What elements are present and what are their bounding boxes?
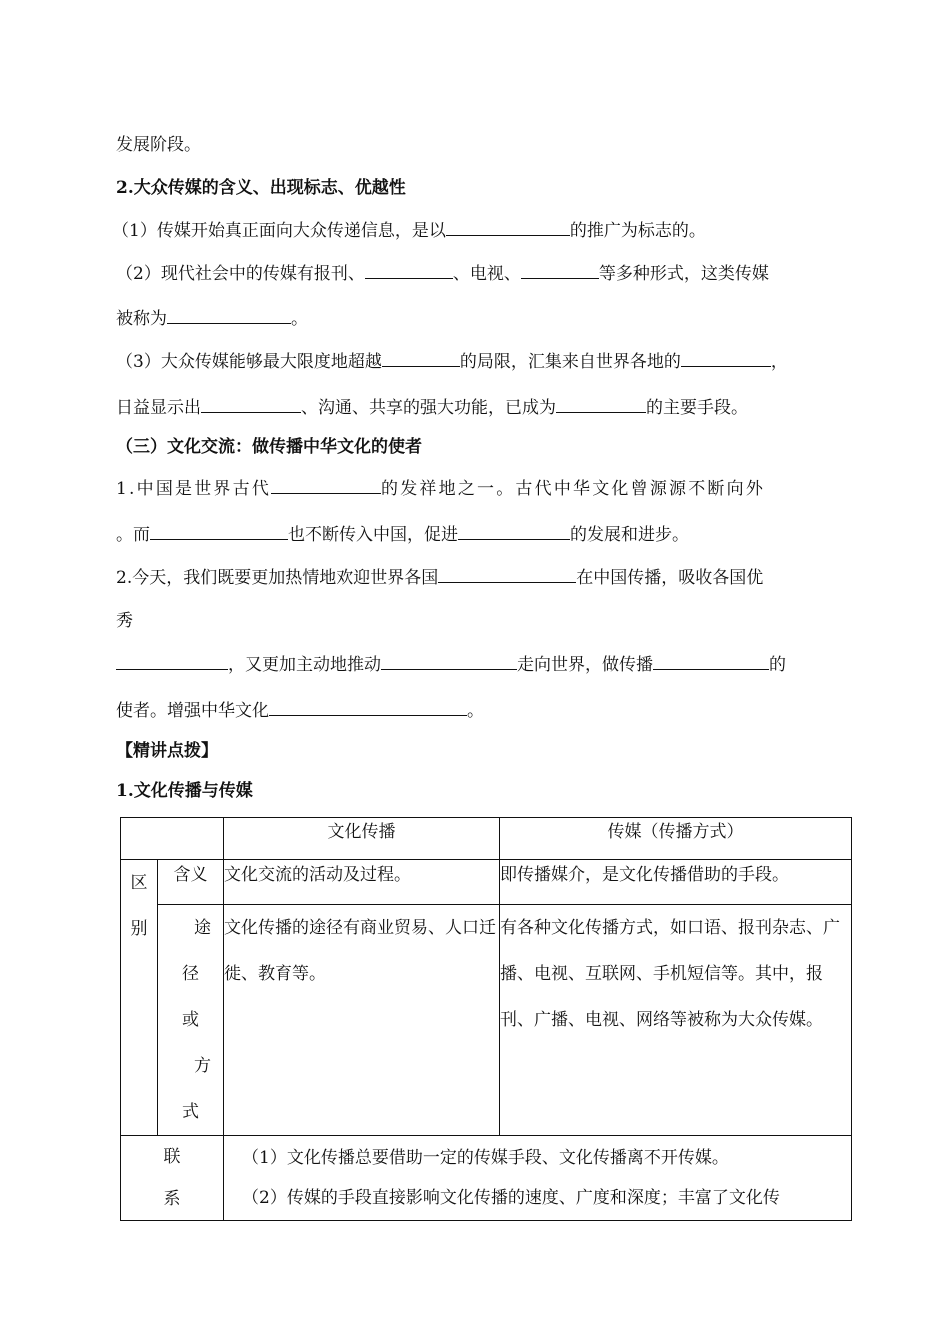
cell-meaning-culture: 文化交流的活动及过程。 xyxy=(224,860,500,905)
question-3-2-cont2: ，又更加主动地推动 走向世界，做传播 的 xyxy=(116,652,786,676)
section-title-mass-media: 2.大众传媒的含义、出现标志、优越性 xyxy=(116,178,406,198)
section-title-cultural-exchange: （三）文化交流：做传播中华文化的使者 xyxy=(116,437,422,457)
guide-subtitle: 1.文化传播与传媒 xyxy=(116,781,253,801)
question-3-1: 1.中国是世界古代 的发祥地之一。古代中华文化曾源源不断向外 xyxy=(116,476,765,500)
answer-blank[interactable] xyxy=(201,395,301,413)
answer-blank[interactable] xyxy=(381,652,517,670)
paragraph-fragment: 发展阶段。 xyxy=(116,135,201,155)
row-label-way: 途 径 或 方 式 xyxy=(158,905,224,1136)
table-row-way xyxy=(121,905,852,1136)
table-header-row xyxy=(121,818,852,860)
guide-heading: 【精讲点拨】 xyxy=(116,741,218,761)
cell-link xyxy=(224,1136,852,1221)
question-3-2-cont3: 使者。增强中华文化 。 xyxy=(116,698,484,722)
answer-blank[interactable] xyxy=(438,565,576,583)
cell-way-media: 有各种文化传播方式，如口语、报刊杂志、广播、电视、互联网、手机短信等。其中，报刊、广播、电视、网络等被称为大众传媒。 xyxy=(500,905,852,1136)
table-row-meaning xyxy=(121,860,852,905)
answer-blank[interactable] xyxy=(269,698,467,716)
row-label-meaning: 含义 xyxy=(158,860,224,905)
answer-blank[interactable] xyxy=(681,349,771,367)
answer-blank[interactable] xyxy=(167,306,291,324)
table-corner-cell xyxy=(121,818,224,860)
answer-blank[interactable] xyxy=(556,395,646,413)
header-media: 传媒（传播方式） xyxy=(500,818,852,860)
answer-blank[interactable] xyxy=(446,218,570,236)
question-3-1-cont: 。而 也不断传入中国，促进 的发展和进步。 xyxy=(116,522,689,546)
answer-blank[interactable] xyxy=(458,522,570,540)
cell-way-culture: 文化传播的途径有商业贸易、人口迁徙、教育等。 xyxy=(224,905,500,1136)
question-2-3-cont: 日益显示出 、沟通、共享的强大功能，已成为 的主要手段。 xyxy=(116,395,748,419)
row-group-difference: 区 别 xyxy=(121,860,158,1136)
answer-blank[interactable] xyxy=(365,261,453,279)
answer-blank[interactable] xyxy=(653,652,769,670)
header-culture-spread: 文化传播 xyxy=(224,818,500,860)
question-2-2: （2）现代社会中的传媒有报刊、 、电视、 等多种形式，这类传媒 xyxy=(116,261,769,285)
comparison-table xyxy=(120,817,852,1221)
row-label-link: 联 系 xyxy=(121,1136,224,1221)
question-3-2: 2.今天，我们既要更加热情地欢迎世界各国 在中国传播，吸收各国优 xyxy=(116,565,763,589)
cell-meaning-media: 即传播媒介，是文化传播借助的手段。 xyxy=(500,860,852,905)
question-2-3: （3）大众传媒能够最大限度地超越 的局限，汇集来自世界各地的 ， xyxy=(116,349,788,373)
table-row-link xyxy=(121,1136,852,1221)
answer-blank[interactable] xyxy=(521,261,599,279)
answer-blank[interactable] xyxy=(116,652,228,670)
answer-blank[interactable] xyxy=(382,349,460,367)
question-3-2-cont: 秀 xyxy=(116,611,133,631)
answer-blank[interactable] xyxy=(271,476,381,494)
question-2-1: （1）传媒开始真正面向大众传递信息，是以 的推广为标志的。 xyxy=(112,218,706,242)
link-point-1: （1）文化传播总要借助一定的传媒手段、文化传播离不开传媒。 xyxy=(242,1148,729,1168)
answer-blank[interactable] xyxy=(150,522,288,540)
link-point-2: （2）传媒的手段直接影响文化传播的速度、广度和深度；丰富了文化传 xyxy=(242,1188,780,1208)
question-2-2-cont: 被称为 。 xyxy=(116,306,308,330)
